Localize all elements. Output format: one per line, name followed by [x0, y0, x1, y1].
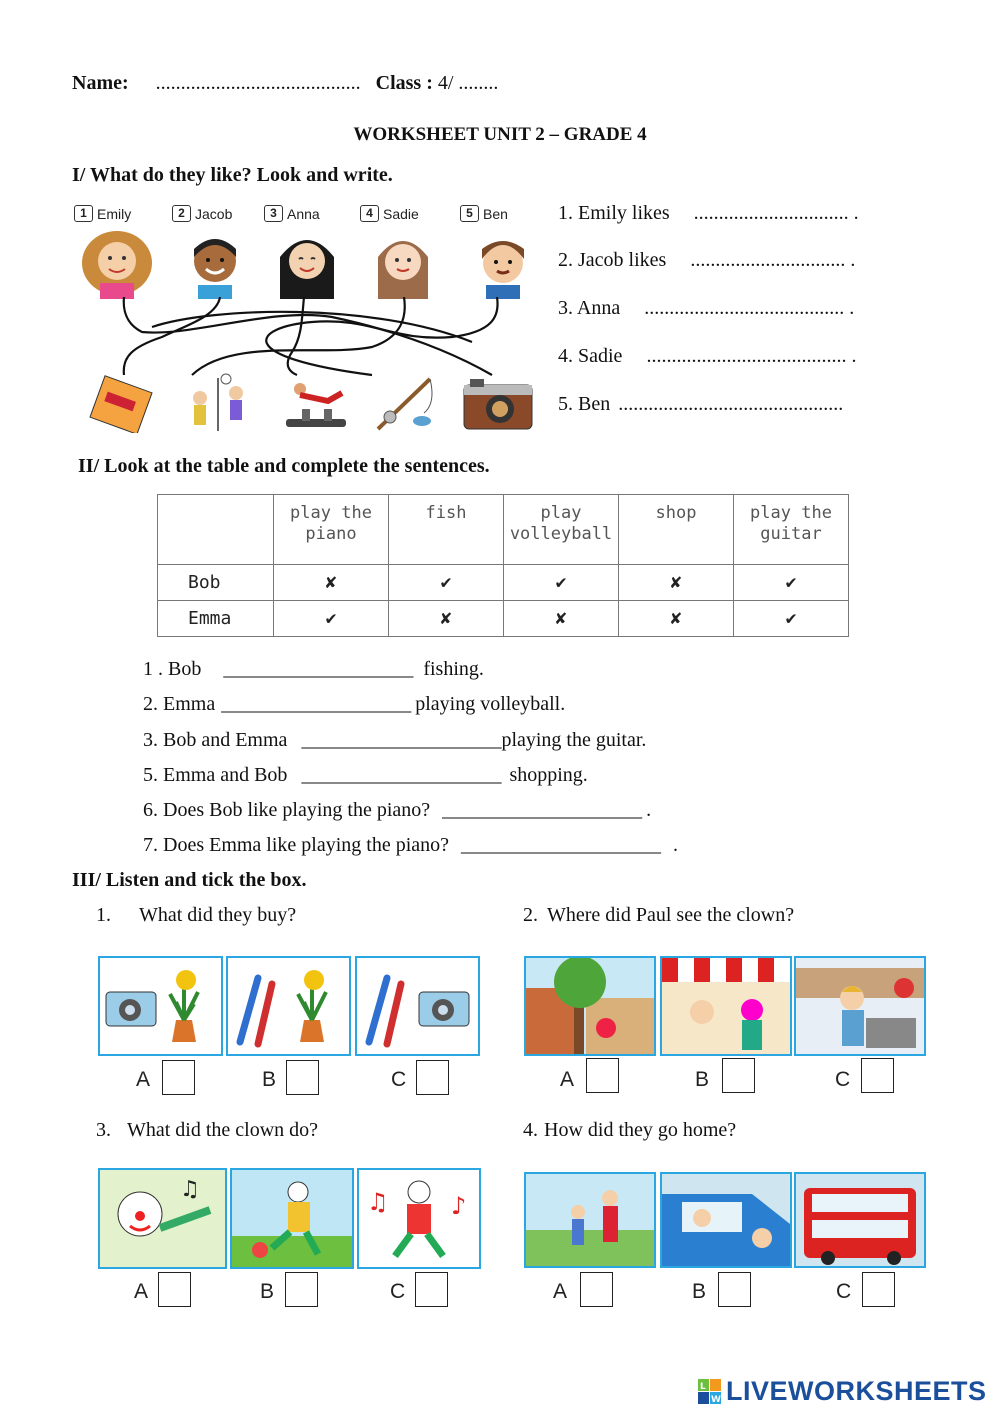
person-anna: [264, 205, 354, 222]
q1-tick-box-b[interactable]: [286, 1060, 319, 1095]
class-label: Class :: [375, 72, 433, 94]
text: How did they go home?: [544, 1119, 737, 1141]
text: Emily likes: [578, 202, 670, 224]
person-number: 5: [460, 205, 479, 222]
table-mark: ✘: [619, 601, 734, 637]
q2-tick-box-a[interactable]: [586, 1058, 619, 1093]
question-3: [96, 1119, 318, 1142]
text: What did the clown do?: [127, 1119, 319, 1141]
person-number: 3: [264, 205, 283, 222]
person-sadie: [360, 205, 450, 222]
q2-picture-a: [524, 956, 656, 1056]
num: 2.: [558, 249, 573, 271]
option-label-c: C: [835, 1068, 851, 1091]
text: Ben: [578, 393, 611, 415]
clown-dancing-icon: [359, 1170, 479, 1267]
svg-text:♫: ♫: [367, 1188, 389, 1216]
s1-sentence-5: [558, 393, 843, 416]
option-label-b: B: [692, 1280, 707, 1303]
table-mark: ✘: [619, 565, 734, 601]
girl-black-hair-icon: [270, 227, 344, 299]
num: 3.: [96, 1119, 111, 1141]
section3-heading: III/ Listen and tick the box.: [72, 869, 307, 891]
q2-picture-b: [660, 956, 792, 1056]
name-blank[interactable]: .........................................: [155, 72, 361, 94]
q4-tick-box-a[interactable]: [580, 1272, 613, 1307]
table-mark: ✔: [274, 601, 389, 637]
num: 4.: [523, 1119, 538, 1141]
q1-tick-box-a[interactable]: [162, 1060, 195, 1095]
answer-blank[interactable]: ____________________: [301, 764, 502, 786]
text: 5. Emma and Bob: [143, 764, 288, 786]
option-label-a: A: [560, 1068, 575, 1091]
q3-picture-a: [98, 1168, 227, 1269]
q4-picture-c: [794, 1172, 926, 1268]
table-row-name: Bob: [158, 565, 274, 601]
answer-blank[interactable]: ............................... .: [690, 249, 856, 271]
answer-blank[interactable]: ___________________: [221, 693, 412, 715]
text: playing the guitar.: [501, 729, 647, 751]
girl-brown-hair-icon: [366, 227, 440, 299]
double-decker-bus-icon: [796, 1174, 924, 1266]
table-header-row: [158, 495, 849, 565]
table-header-cell: play volleyball: [504, 495, 619, 565]
answer-blank[interactable]: ........................................ .: [646, 345, 857, 367]
option-label-a: A: [553, 1280, 568, 1303]
q4-picture-a: [524, 1172, 656, 1268]
num: 3.: [558, 297, 573, 319]
section1-heading: I/ What do they like? Look and write.: [72, 164, 393, 186]
text: 3. Bob and Emma: [143, 729, 288, 751]
question-2: [523, 904, 794, 927]
table-row: [158, 601, 849, 637]
park-tree-icon: [526, 958, 654, 1054]
option-label-c: C: [391, 1068, 407, 1091]
q3-picture-c: [357, 1168, 481, 1269]
answer-blank[interactable]: ___________________: [223, 658, 414, 680]
q2-tick-box-c[interactable]: [861, 1058, 894, 1093]
s2-sentence-3: [143, 729, 646, 752]
svg-text:♫: ♫: [180, 1177, 200, 1202]
option-label-a: A: [136, 1068, 151, 1091]
option-label-b: B: [695, 1068, 710, 1091]
q4-tick-box-c[interactable]: [862, 1272, 895, 1307]
table-mark: ✘: [389, 601, 504, 637]
class-blank[interactable]: 4/ ........: [437, 72, 499, 94]
name-label: Name:: [72, 72, 129, 94]
clown-singing-icon: [100, 1170, 225, 1267]
likes-table: [157, 494, 849, 637]
table-mark: ✘: [274, 565, 389, 601]
option-label-a: A: [134, 1280, 149, 1303]
boy-dark-hair-icon: [178, 227, 252, 299]
person-number: 4: [360, 205, 379, 222]
market-stall-icon: [662, 958, 790, 1054]
svg-text:♪: ♪: [451, 1192, 467, 1220]
option-label-b: B: [262, 1068, 277, 1091]
person-number: 2: [172, 205, 191, 222]
person-emily: [74, 205, 164, 222]
text: Anna: [576, 297, 621, 319]
answer-blank[interactable]: .............................................: [618, 393, 844, 415]
q1-picture-a: [98, 956, 223, 1056]
liveworksheets-logo: [698, 1376, 987, 1407]
num: 5.: [558, 393, 573, 415]
matching-picture: [72, 205, 542, 435]
shop-counter-icon: [796, 958, 924, 1054]
s1-sentence-1: [558, 202, 859, 225]
table-header-cell: [158, 495, 274, 565]
s2-sentence-5: [143, 764, 588, 787]
question-1: [96, 904, 296, 927]
boy-brown-hair-icon: [466, 227, 540, 299]
text: 7. Does Emma like playing the piano?: [143, 834, 450, 856]
q1-picture-c: [355, 956, 480, 1056]
comic-book-icon: [86, 373, 162, 433]
liveworksheets-logo-icon: [698, 1379, 722, 1405]
option-label-c: C: [390, 1280, 406, 1303]
clown-kicking-ball-icon: [232, 1170, 352, 1267]
logo-letter-w: W: [711, 1394, 721, 1405]
toothbrushes-and-plant-icon: [228, 958, 349, 1054]
q1-picture-b: [226, 956, 351, 1056]
q2-tick-box-b[interactable]: [722, 1058, 755, 1093]
text: Jacob likes: [578, 249, 667, 271]
num: 4.: [558, 345, 573, 367]
text: 2. Emma: [143, 693, 216, 715]
table-mark: ✔: [734, 565, 849, 601]
table-row: [158, 565, 849, 601]
volleyball-icon: [180, 373, 256, 433]
s2-sentence-1: [143, 658, 484, 681]
s1-sentence-3: [558, 297, 854, 320]
s2-sentence-6: [143, 799, 651, 822]
camera-icon: [460, 373, 536, 433]
tangled-lines: [72, 297, 542, 377]
text: Sadie: [578, 345, 623, 367]
s2-sentence-2: [143, 693, 565, 716]
person-name: Anna: [287, 205, 320, 222]
text: Where did Paul see the clown?: [547, 904, 795, 926]
person-name: Emily: [97, 205, 132, 222]
q3-picture-b: [230, 1168, 354, 1269]
name-line: [72, 72, 498, 95]
s1-sentence-4: [558, 345, 856, 368]
person-number: 1: [74, 205, 93, 222]
q4-picture-b: [660, 1172, 792, 1268]
text: .: [646, 799, 652, 821]
car-icon: [662, 1174, 790, 1266]
q3-tick-box-b[interactable]: [285, 1272, 318, 1307]
table-header-cell: play the guitar: [734, 495, 849, 565]
person-name: Sadie: [383, 205, 419, 222]
num: 1.: [96, 904, 111, 926]
girl-curly-hair-icon: [80, 227, 154, 299]
q4-tick-box-b[interactable]: [718, 1272, 751, 1307]
table-header-cell: fish: [389, 495, 504, 565]
q3-tick-box-c[interactable]: [415, 1272, 448, 1307]
text: 6. Does Bob like playing the piano?: [143, 799, 431, 821]
answer-blank[interactable]: ____________________: [442, 799, 643, 821]
table-mark: ✔: [389, 565, 504, 601]
camera-and-plant-icon: [100, 958, 221, 1054]
logo-text: LIVEWORKSHEETS: [726, 1376, 987, 1406]
table-mark: ✔: [504, 565, 619, 601]
q3-tick-box-a[interactable]: [158, 1272, 191, 1307]
text: shopping.: [509, 764, 588, 786]
question-4: [523, 1119, 736, 1142]
s2-sentence-7: [143, 834, 678, 857]
toothbrushes-and-camera-icon: [357, 958, 478, 1054]
logo-letter-l: L: [700, 1381, 706, 1392]
q2-picture-c: [794, 956, 926, 1056]
text: fishing.: [423, 658, 484, 680]
table-row-name: Emma: [158, 601, 274, 637]
text: 1 . Bob: [143, 658, 202, 680]
option-label-b: B: [260, 1280, 275, 1303]
person-jacob: [172, 205, 262, 222]
fishing-rod-icon: [372, 373, 448, 433]
walking-icon: [526, 1174, 654, 1266]
text: playing volleyball.: [415, 693, 566, 715]
answer-blank[interactable]: ____________________: [461, 834, 662, 856]
option-label-c: C: [836, 1280, 852, 1303]
answer-blank[interactable]: ........................................ .: [644, 297, 855, 319]
page-title: WORKSHEET UNIT 2 – GRADE 4: [353, 124, 647, 145]
person-name: Ben: [483, 205, 508, 222]
table-mark: ✘: [504, 601, 619, 637]
table-header-cell: shop: [619, 495, 734, 565]
num: 1.: [558, 202, 573, 224]
text: .: [673, 834, 679, 856]
person-ben: [460, 205, 550, 222]
answer-blank[interactable]: ............................... .: [693, 202, 859, 224]
answer-blank[interactable]: ____________________: [301, 729, 502, 751]
num: 2.: [523, 904, 538, 926]
q1-tick-box-c[interactable]: [416, 1060, 449, 1095]
section2-heading: II/ Look at the table and complete the sentences.: [78, 455, 490, 477]
table-mark: ✔: [734, 601, 849, 637]
table-header-cell: play the piano: [274, 495, 389, 565]
s1-sentence-2: [558, 249, 855, 272]
gymnastics-icon: [278, 373, 354, 433]
person-name: Jacob: [195, 205, 233, 222]
text: What did they buy?: [139, 904, 297, 926]
